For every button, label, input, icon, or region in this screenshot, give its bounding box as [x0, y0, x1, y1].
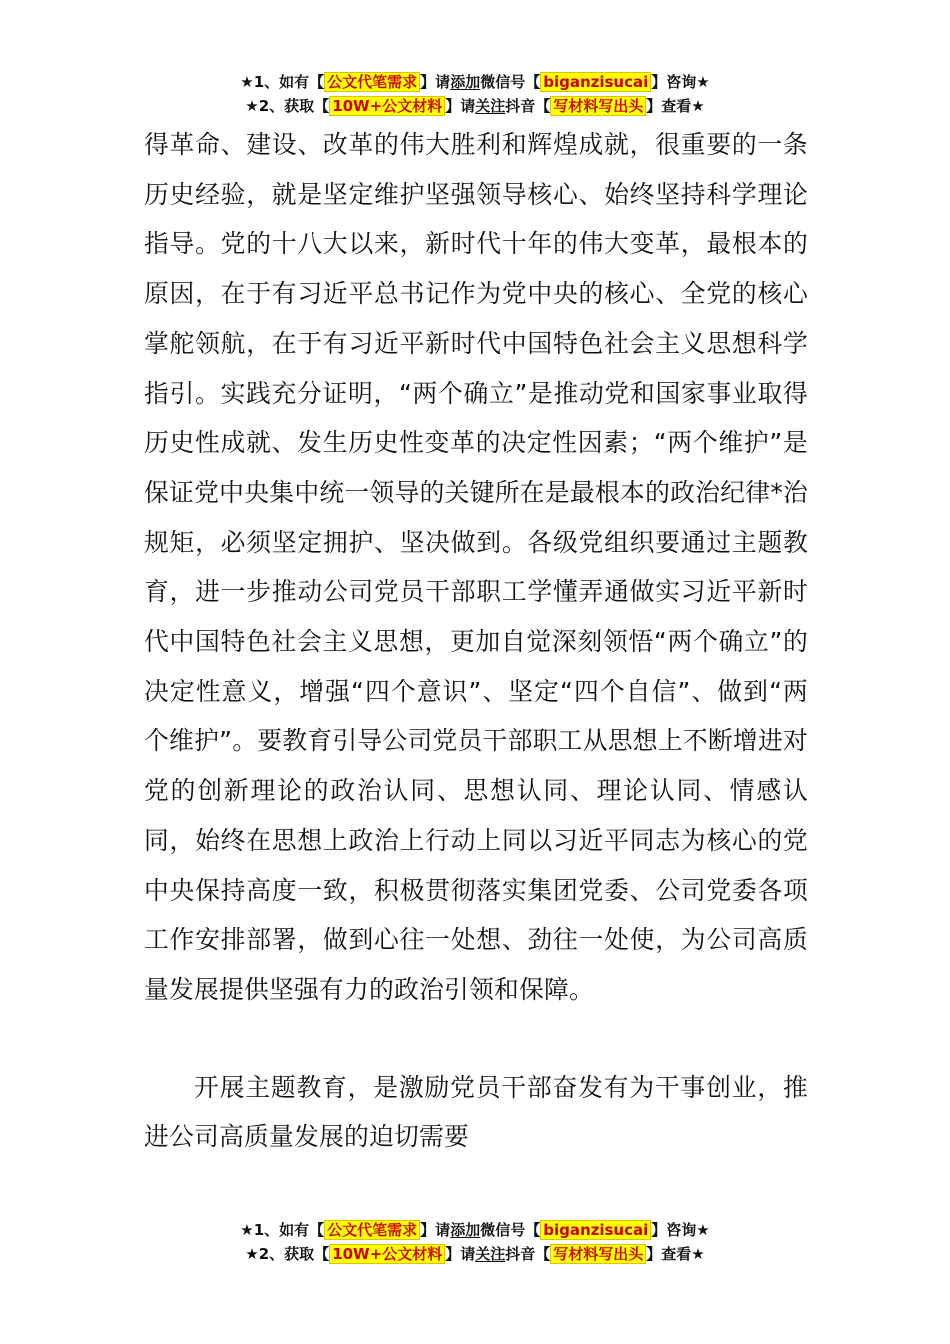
highlight-materials: 10W+公文材料: [329, 96, 445, 116]
document-body: [144, 120, 808, 1162]
banner-line-2: ★2、获取【 10W+公文材料 】请关注抖音【 写材料写出头 】查看★: [245, 1245, 705, 1263]
header-banner: [0, 70, 950, 118]
highlight-service: 公文代笔需求: [324, 72, 420, 92]
highlight-douyin-account: 写材料写出头: [550, 96, 646, 116]
highlight-service: 公文代笔需求: [324, 1220, 420, 1240]
banner-line-1: ★1、如有【 公文代笔需求 】请添加微信号【 biganzisucai 】咨询★: [240, 73, 710, 91]
highlight-wechat-id: biganzisucai: [540, 72, 651, 92]
footer-banner: [0, 1218, 950, 1266]
highlight-wechat-id: biganzisucai: [540, 1220, 651, 1240]
highlight-materials: 10W+公文材料: [329, 1244, 445, 1264]
highlight-douyin-account: 写材料写出头: [550, 1244, 646, 1264]
banner-line-2: ★2、获取【 10W+公文材料 】请关注抖音【 写材料写出头 】查看★: [245, 97, 705, 115]
body-paragraph: 得革命、建设、改革的伟大胜利和辉煌成就，很重要的一条历史经验，就是坚定维护坚强领导核心、始终坚持科学理论指导。党的十八大以来，新时代十年的伟大变革，最根本的原因，在于有习近平总书记作为党中央的核心、全党的核心掌舵领航，在于有习近平新时代中国特色社会主义思想科学指引。实践充分证明，“两个确立”是推动党和国家事业取得历史性成就、发生历史性变革的决定性因素；“两个维护”是保证党中央集中统一领导的关键所在是最根本的政治纪律*治规矩，必须坚定拥护、坚决做到。各级党组织要通过主题教育，进一步推动公司党员干部职工学懂弄通做实习近平新时代中国特色社会主义思想，更加自觉深刻领悟“两个确立”的决定性意义，增强“四个意识”、坚定“四个自信”、做到“两个维护”。要教育引导公司党员干部职工从思想上不断增进对党的创新理论的政治认同、思想认同、理论认同、情感认同，始终在思想上政治上行动上同以习近平同志为核心的党中央保持高度一致，积极贯彻落实集团党委、公司党委各项工作安排部署，做到心往一处想、劲往一处使，为公司高质量发展提供坚强有力的政治引领和保障。: [144, 130, 808, 1004]
banner-line-1: ★1、如有【 公文代笔需求 】请添加微信号【 biganzisucai 】咨询★: [240, 1221, 710, 1239]
paragraph-spacer: [144, 1015, 808, 1063]
section-heading-paragraph: 开展主题教育，是激励党员干部奋发有为干事创业，推进公司高质量发展的迫切需要: [144, 1072, 808, 1152]
